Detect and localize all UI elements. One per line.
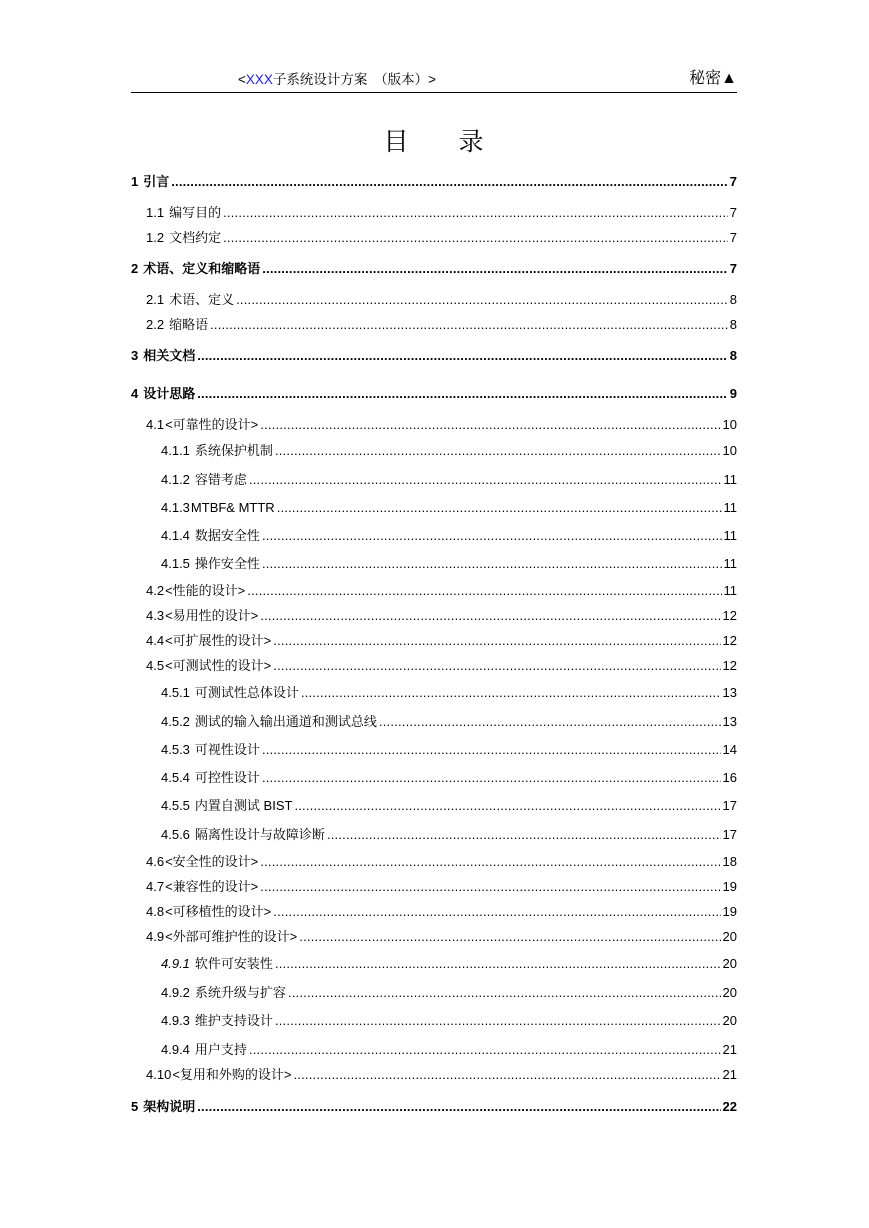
toc-leader xyxy=(223,229,728,247)
toc-entry[interactable]: 4.1.2 容错考虑 ..... 11 xyxy=(161,471,737,489)
toc-leader xyxy=(249,471,722,489)
toc-title-char-1: 目 xyxy=(383,127,411,156)
toc-entry[interactable]: 3 相关文档 ..... 8 xyxy=(131,347,737,365)
toc-entry[interactable]: 4 设计思路 ..... 9 xyxy=(131,385,737,403)
toc-entry[interactable]: 2.2 缩略语 ..... 8 xyxy=(146,316,737,334)
toc-title-char-2: 录 xyxy=(458,127,486,156)
toc-entry[interactable]: 4.7 <兼容性的设计> ..... 19 xyxy=(146,878,737,896)
toc-entry[interactable]: 1.2 文档约定 ..... 7 xyxy=(146,229,737,247)
toc-entry[interactable]: 4.5 <可测试性的设计> ..... 12 xyxy=(146,657,737,675)
toc-entry[interactable]: 4.8 <可移植性的设计> ..... 19 xyxy=(146,903,737,921)
toc-entry[interactable]: 4.4 <可扩展性的设计> ..... 12 xyxy=(146,632,737,650)
toc-entry[interactable]: 4.2 <性能的设计> ..... 11 xyxy=(146,582,737,600)
toc-leader xyxy=(197,1098,720,1116)
toc-leader xyxy=(262,260,728,278)
toc-entry[interactable]: 2 术语、定义和缩略语 ..... 7 xyxy=(131,260,737,278)
toc-leader xyxy=(277,499,722,517)
toc-entry[interactable]: 4.5.5 内置自测试 BIST ..... 17 xyxy=(161,797,737,815)
toc-leader xyxy=(273,632,720,650)
toc-entry[interactable]: 4.9 <外部可维护性的设计> ..... 20 xyxy=(146,928,737,946)
toc-leader xyxy=(301,684,721,702)
toc-entry[interactable]: 4.5.6 隔离性设计与故障诊断 ..... 17 xyxy=(161,826,737,844)
toc-entry[interactable]: 1 引言 ..... 7 xyxy=(131,173,737,191)
toc-leader xyxy=(236,291,728,309)
toc-leader xyxy=(275,955,721,973)
toc-leader xyxy=(249,1041,721,1059)
toc-entry[interactable]: 4.5.3 可视性设计 ..... 14 xyxy=(161,741,737,759)
toc-entry[interactable]: 4.1.1 系统保护机制 ..... 10 xyxy=(161,442,737,460)
toc-entry[interactable]: 4.9.3 维护支持设计 ..... 20 xyxy=(161,1012,737,1030)
toc-leader xyxy=(223,204,728,222)
toc-leader xyxy=(210,316,728,334)
toc-leader xyxy=(294,1066,721,1084)
toc-entry[interactable]: 4.1.4 数据安全性 ..... 11 xyxy=(161,527,737,545)
toc-leader xyxy=(262,769,721,787)
toc-leader xyxy=(260,607,720,625)
toc-leader xyxy=(171,173,728,191)
toc-leader xyxy=(247,582,721,600)
toc-entry[interactable]: 5 架构说明 ..... 22 xyxy=(131,1098,737,1116)
toc-leader xyxy=(262,741,721,759)
header-open-bracket: < xyxy=(238,72,246,87)
toc-entry[interactable]: 2.1 术语、定义 ..... 8 xyxy=(146,291,737,309)
toc-entry[interactable]: 4.5.1 可测试性总体设计 ..... 13 xyxy=(161,684,737,702)
toc-leader xyxy=(260,416,720,434)
toc-leader xyxy=(275,442,721,460)
header-doc-name: XXX xyxy=(245,72,273,87)
toc-entry[interactable]: 4.1.3 MTBF& MTTR ..... 11 xyxy=(161,499,737,517)
toc-leader xyxy=(288,984,721,1002)
toc-leader xyxy=(299,928,720,946)
classification-label: 秘密▲ xyxy=(689,70,737,87)
toc-entry[interactable]: 4.3 <易用性的设计> ..... 12 xyxy=(146,607,737,625)
toc-leader xyxy=(262,527,722,545)
toc-entry[interactable]: 4.9.4 用户支持 ..... 21 xyxy=(161,1041,737,1059)
page-header xyxy=(131,62,737,93)
toc-entry[interactable]: 4.1.5 操作安全性 ..... 11 xyxy=(161,555,737,573)
toc-title xyxy=(0,122,869,158)
toc-leader xyxy=(260,853,720,871)
toc-leader xyxy=(327,826,721,844)
toc-leader xyxy=(262,555,722,573)
header-doc-suffix: 子系统设计方案 （版本） xyxy=(272,72,429,87)
header-close-bracket: > xyxy=(428,72,437,87)
toc-leader xyxy=(260,878,720,896)
toc-leader xyxy=(197,347,728,365)
toc-leader xyxy=(197,385,728,403)
toc-leader xyxy=(294,797,720,815)
toc-entry[interactable]: 4.5.4 可控性设计 ..... 16 xyxy=(161,769,737,787)
toc-entry[interactable]: 4.6 <安全性的设计> ..... 18 xyxy=(146,853,737,871)
toc-entry[interactable]: 4.5.2 测试的输入输出通道和测试总线 ..... 13 xyxy=(161,713,737,731)
toc-leader xyxy=(273,657,720,675)
toc-leader xyxy=(275,1012,721,1030)
toc-entry[interactable]: 4.10 <复用和外购的设计> ..... 21 xyxy=(146,1066,737,1084)
header-document-title xyxy=(238,68,436,88)
toc-entry[interactable]: 1.1 编写目的 ..... 7 xyxy=(146,204,737,222)
toc-entry[interactable]: 4.9.1 软件可安装性 ..... 20 xyxy=(161,955,737,973)
toc-entry[interactable]: 4.9.2 系统升级与扩容 ..... 20 xyxy=(161,984,737,1002)
toc-leader xyxy=(379,713,721,731)
toc-leader xyxy=(273,903,720,921)
toc-entry[interactable]: 4.1 <可靠性的设计> ..... 10 xyxy=(146,416,737,434)
